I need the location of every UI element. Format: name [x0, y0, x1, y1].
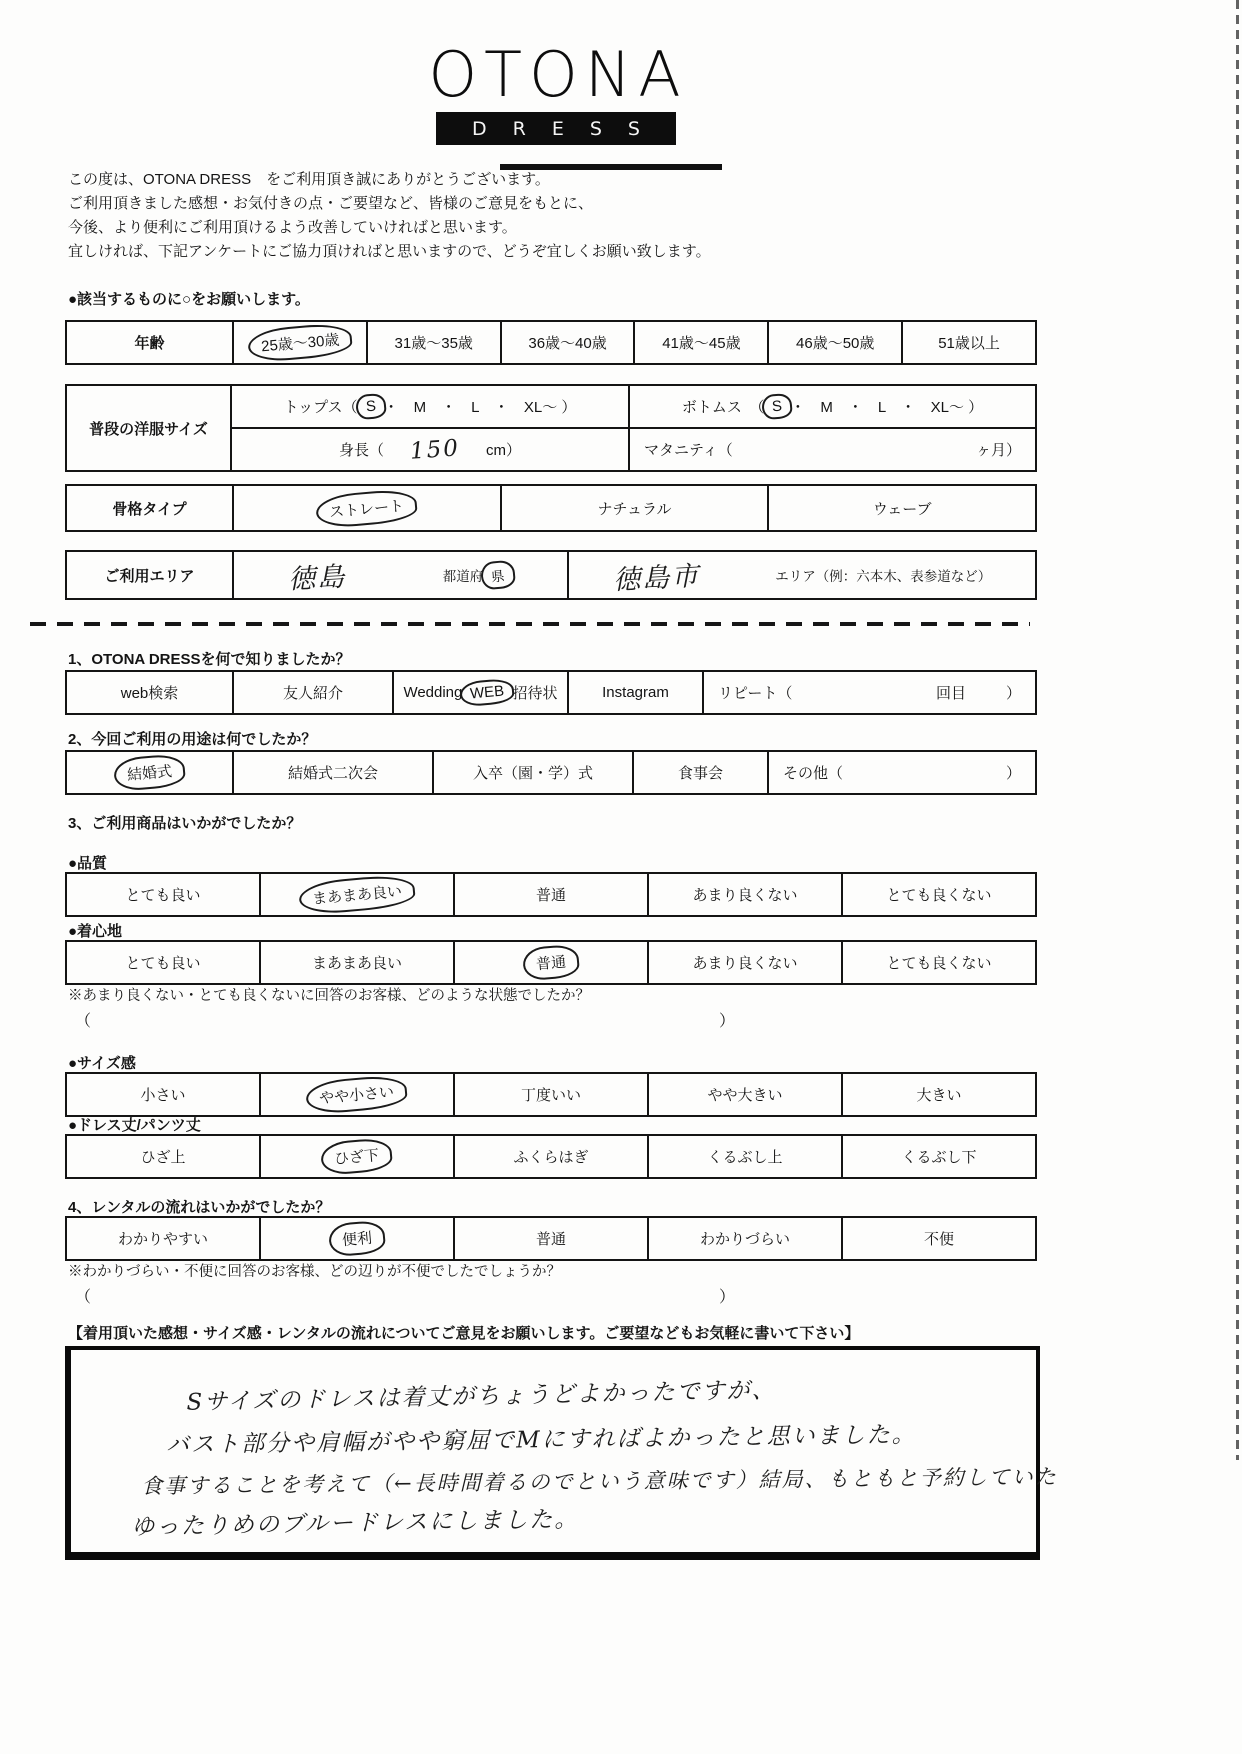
paren-open: （: [75, 1013, 92, 1030]
skeleton-type-table: [65, 484, 1037, 532]
q3-note: ※あまり良くない・とても良くないに回答のお客様、どのような状態でしたか？: [68, 988, 590, 1004]
height-prefix: 身長（: [339, 442, 385, 459]
intro-line: この度は、OTONA DRESS をご利用頂き誠にありがとうございます。: [68, 171, 550, 188]
size-feel-table: [65, 1072, 1037, 1117]
comment-text: ゆったりめのブルードレスにしました。: [130, 1506, 580, 1541]
hand-circle: S: [355, 393, 387, 421]
sizefeel-small: 小さい: [140, 1087, 186, 1104]
length-below-ankle: くるぶし下: [841, 1136, 1035, 1177]
q4-easy: わかりやすい: [117, 1231, 208, 1248]
skeleton-option-natural: ナチュラル: [500, 486, 768, 530]
bottoms-size-cell: [628, 386, 1035, 427]
q4-inconvenient: 不便: [841, 1218, 1035, 1259]
paren-open: （: [75, 1289, 92, 1306]
comment-text: バスト部分や肩幅がやや窮屈でMにすればよかったと思いました。: [166, 1421, 917, 1459]
q3-answer-parens: [75, 1008, 735, 1031]
comment-text: 食事することを考えて（←長時間着るのでという意味です）結局、もともと予約していた: [140, 1464, 1058, 1499]
repeat-mid: 回目: [935, 685, 966, 702]
height-suffix: cm）: [485, 442, 521, 459]
age-label: 年齢: [134, 335, 165, 352]
quality-normal: 普通: [453, 874, 647, 915]
prefecture-caption: [443, 563, 513, 587]
comment-box: [65, 1346, 1058, 1560]
size-label: 普段の洋服サイズ: [67, 386, 232, 470]
q2-option-ceremony: 入卒（園・学）式: [432, 752, 632, 793]
area-label: ご利用エリア: [104, 567, 195, 585]
quality-fairly-good: [259, 874, 453, 915]
age-option-51-plus: 51歳以上: [901, 322, 1035, 363]
skeleton-option-wave: ウェーブ: [767, 486, 1035, 530]
hand-circle: ひざ下: [320, 1137, 394, 1176]
repeat-prefix: リピート（: [718, 685, 793, 702]
wedding-post: 招待状: [512, 685, 558, 702]
quality-very-good: とても良い: [125, 887, 201, 904]
size-feel-label: ●サイズ感: [68, 1055, 136, 1072]
hand-circle: 便利: [328, 1220, 387, 1258]
brand-logo: [428, 38, 688, 145]
usage-area-table: [65, 550, 1037, 600]
comment-text: Sサイズのドレスは着丈がちょうどよかったですが、: [186, 1377, 777, 1416]
q2-option-other: [767, 752, 1035, 793]
comfort-fairly-good: まあまあ良い: [259, 942, 453, 983]
quality-not-good: あまり良くない: [647, 874, 841, 915]
paren-close: ）: [718, 1013, 735, 1030]
q4-note: ※わかりづらい・不便に回答のお客様、どの辺りが不便でしたでしょうか？: [68, 1264, 561, 1280]
q1-table: [65, 670, 1037, 715]
clothing-size-table: [65, 384, 1037, 472]
bottoms-rest: ・ M ・ L ・ XL〜 ）: [790, 399, 984, 416]
q1-option-instagram: Instagram: [567, 672, 702, 713]
age-option-46-50: 46歳〜50歳: [767, 322, 901, 363]
skeleton-option-straight: [232, 486, 500, 530]
height-handwritten-value: 150: [409, 434, 461, 465]
logo-subtitle-banner: DRESS: [436, 112, 676, 145]
comfort-very-bad: とても良くない: [841, 942, 1035, 983]
q2-option-afterparty: 結婚式二次会: [232, 752, 432, 793]
comfort-very-good: とても良い: [125, 955, 201, 972]
hand-circle: 県: [480, 560, 516, 591]
scan-artifact-edge: [1236, 0, 1239, 1460]
hand-circle: 普通: [522, 944, 581, 982]
hand-circle: 25歳〜30歳: [246, 322, 353, 364]
quality-table: [65, 872, 1037, 917]
height-cell: [232, 429, 628, 470]
age-option-31-35: 31歳〜35歳: [366, 322, 500, 363]
comfort-not-good: あまり良くない: [647, 942, 841, 983]
length-below-knee: [259, 1136, 453, 1177]
age-option-36-40: 36歳〜40歳: [500, 322, 634, 363]
sizefeel-bit-small: [259, 1074, 453, 1115]
paren-close: ）: [718, 1289, 735, 1306]
maternity-suffix: ヶ月）: [975, 442, 1021, 459]
q2-table: [65, 750, 1037, 795]
intro-line: ご利用頂きました感想・お気付きの点・ご要望など、皆様のご意見をもとに、: [68, 195, 594, 212]
maternity-cell: [628, 429, 1035, 470]
comment-section-header: 【着用頂いた感想・サイズ感・レンタルの流れについてご意見をお願いします。ご要望などもお気軽に書いて下さい】: [68, 1325, 860, 1342]
comfort-table: [65, 940, 1037, 985]
tops-size-cell: [232, 386, 628, 427]
q4-normal: 普通: [453, 1218, 647, 1259]
q3-title: 3、ご利用商品はいかがでしたか？: [68, 815, 302, 832]
length-calf: ふくらはぎ: [453, 1136, 647, 1177]
q2-title: 2、今回ご利用の用途は何でしたか？: [68, 731, 317, 748]
q1-title: 1、OTONA DRESSを何で知りましたか？: [68, 651, 351, 668]
length-above-knee: ひざ上: [140, 1149, 186, 1166]
q1-option-friend: 友人紹介: [232, 672, 392, 713]
length-label: ●ドレス丈/パンツ丈: [68, 1117, 201, 1134]
hand-circle: まあまあ良い: [298, 873, 416, 916]
q1-option-web: web検索: [120, 685, 179, 702]
hand-circle: S: [761, 393, 793, 421]
age-option-25-30: [232, 322, 366, 363]
q4-convenient: [259, 1218, 453, 1259]
other-prefix: その他（: [783, 765, 844, 782]
bottoms-prefix: ボトムス （: [681, 399, 765, 416]
q4-table: [65, 1216, 1037, 1261]
comfort-label: ●着心地: [68, 923, 123, 940]
prefecture-caption-text: 都道府: [442, 569, 484, 584]
wedding-pre: Wedding: [403, 684, 463, 701]
q1-option-repeat: [702, 672, 1035, 713]
intro-text: [68, 168, 968, 264]
prefecture-cell: [232, 552, 567, 598]
quality-label: ●品質: [68, 855, 108, 872]
q2-option-dinner: 食事会: [632, 752, 767, 793]
city-cell: [567, 552, 1035, 598]
maternity-prefix: マタニティ（: [644, 442, 733, 459]
hand-circle: 結婚式: [113, 753, 187, 792]
dashed-divider: [30, 622, 1030, 626]
sizefeel-large: 大きい: [841, 1074, 1035, 1115]
intro-line: 宜しければ、下記アンケートにご協力頂ければと思いますので、どうぞ宜しくお願い致します。: [68, 243, 711, 260]
logo-title: OTONA: [428, 38, 688, 111]
length-above-ankle: くるぶし上: [647, 1136, 841, 1177]
q4-hard: わかりづらい: [647, 1218, 841, 1259]
tops-rest: ・ M ・ L ・ XL〜 ）: [383, 399, 577, 416]
comfort-normal: [453, 942, 647, 983]
q4-answer-parens: [75, 1284, 735, 1307]
city-handwritten: 徳島市: [612, 560, 701, 596]
sizefeel-just-right: 丁度いい: [453, 1074, 647, 1115]
prefecture-handwritten: 徳島: [287, 560, 348, 595]
intro-line: 今後、より便利にご利用頂けるよう改善していければと思います。: [68, 219, 517, 236]
tops-prefix: トップス（: [283, 399, 358, 416]
area-example-caption: エリア（例：六本木、表参道など）: [775, 569, 992, 584]
hand-circle: やや小さい: [305, 1074, 409, 1116]
q1-option-wedding: [392, 672, 567, 713]
length-table: [65, 1134, 1037, 1179]
quality-very-bad: とても良くない: [841, 874, 1035, 915]
skeleton-label: 骨格タイプ: [112, 500, 187, 518]
other-close: ）: [1005, 765, 1021, 782]
hand-circle: WEB: [459, 678, 515, 708]
sizefeel-bit-large: やや大きい: [647, 1074, 841, 1115]
repeat-close: ）: [1005, 685, 1021, 702]
age-table: [65, 320, 1037, 365]
circle-instruction: ●該当するものに○をお願いします。: [68, 291, 310, 308]
q2-option-wedding: [67, 752, 232, 793]
age-option-41-45: 41歳〜45歳: [633, 322, 767, 363]
q4-title: 4、レンタルの流れはいかがでしたか？: [68, 1199, 331, 1216]
hand-circle: ストレート: [315, 487, 419, 529]
